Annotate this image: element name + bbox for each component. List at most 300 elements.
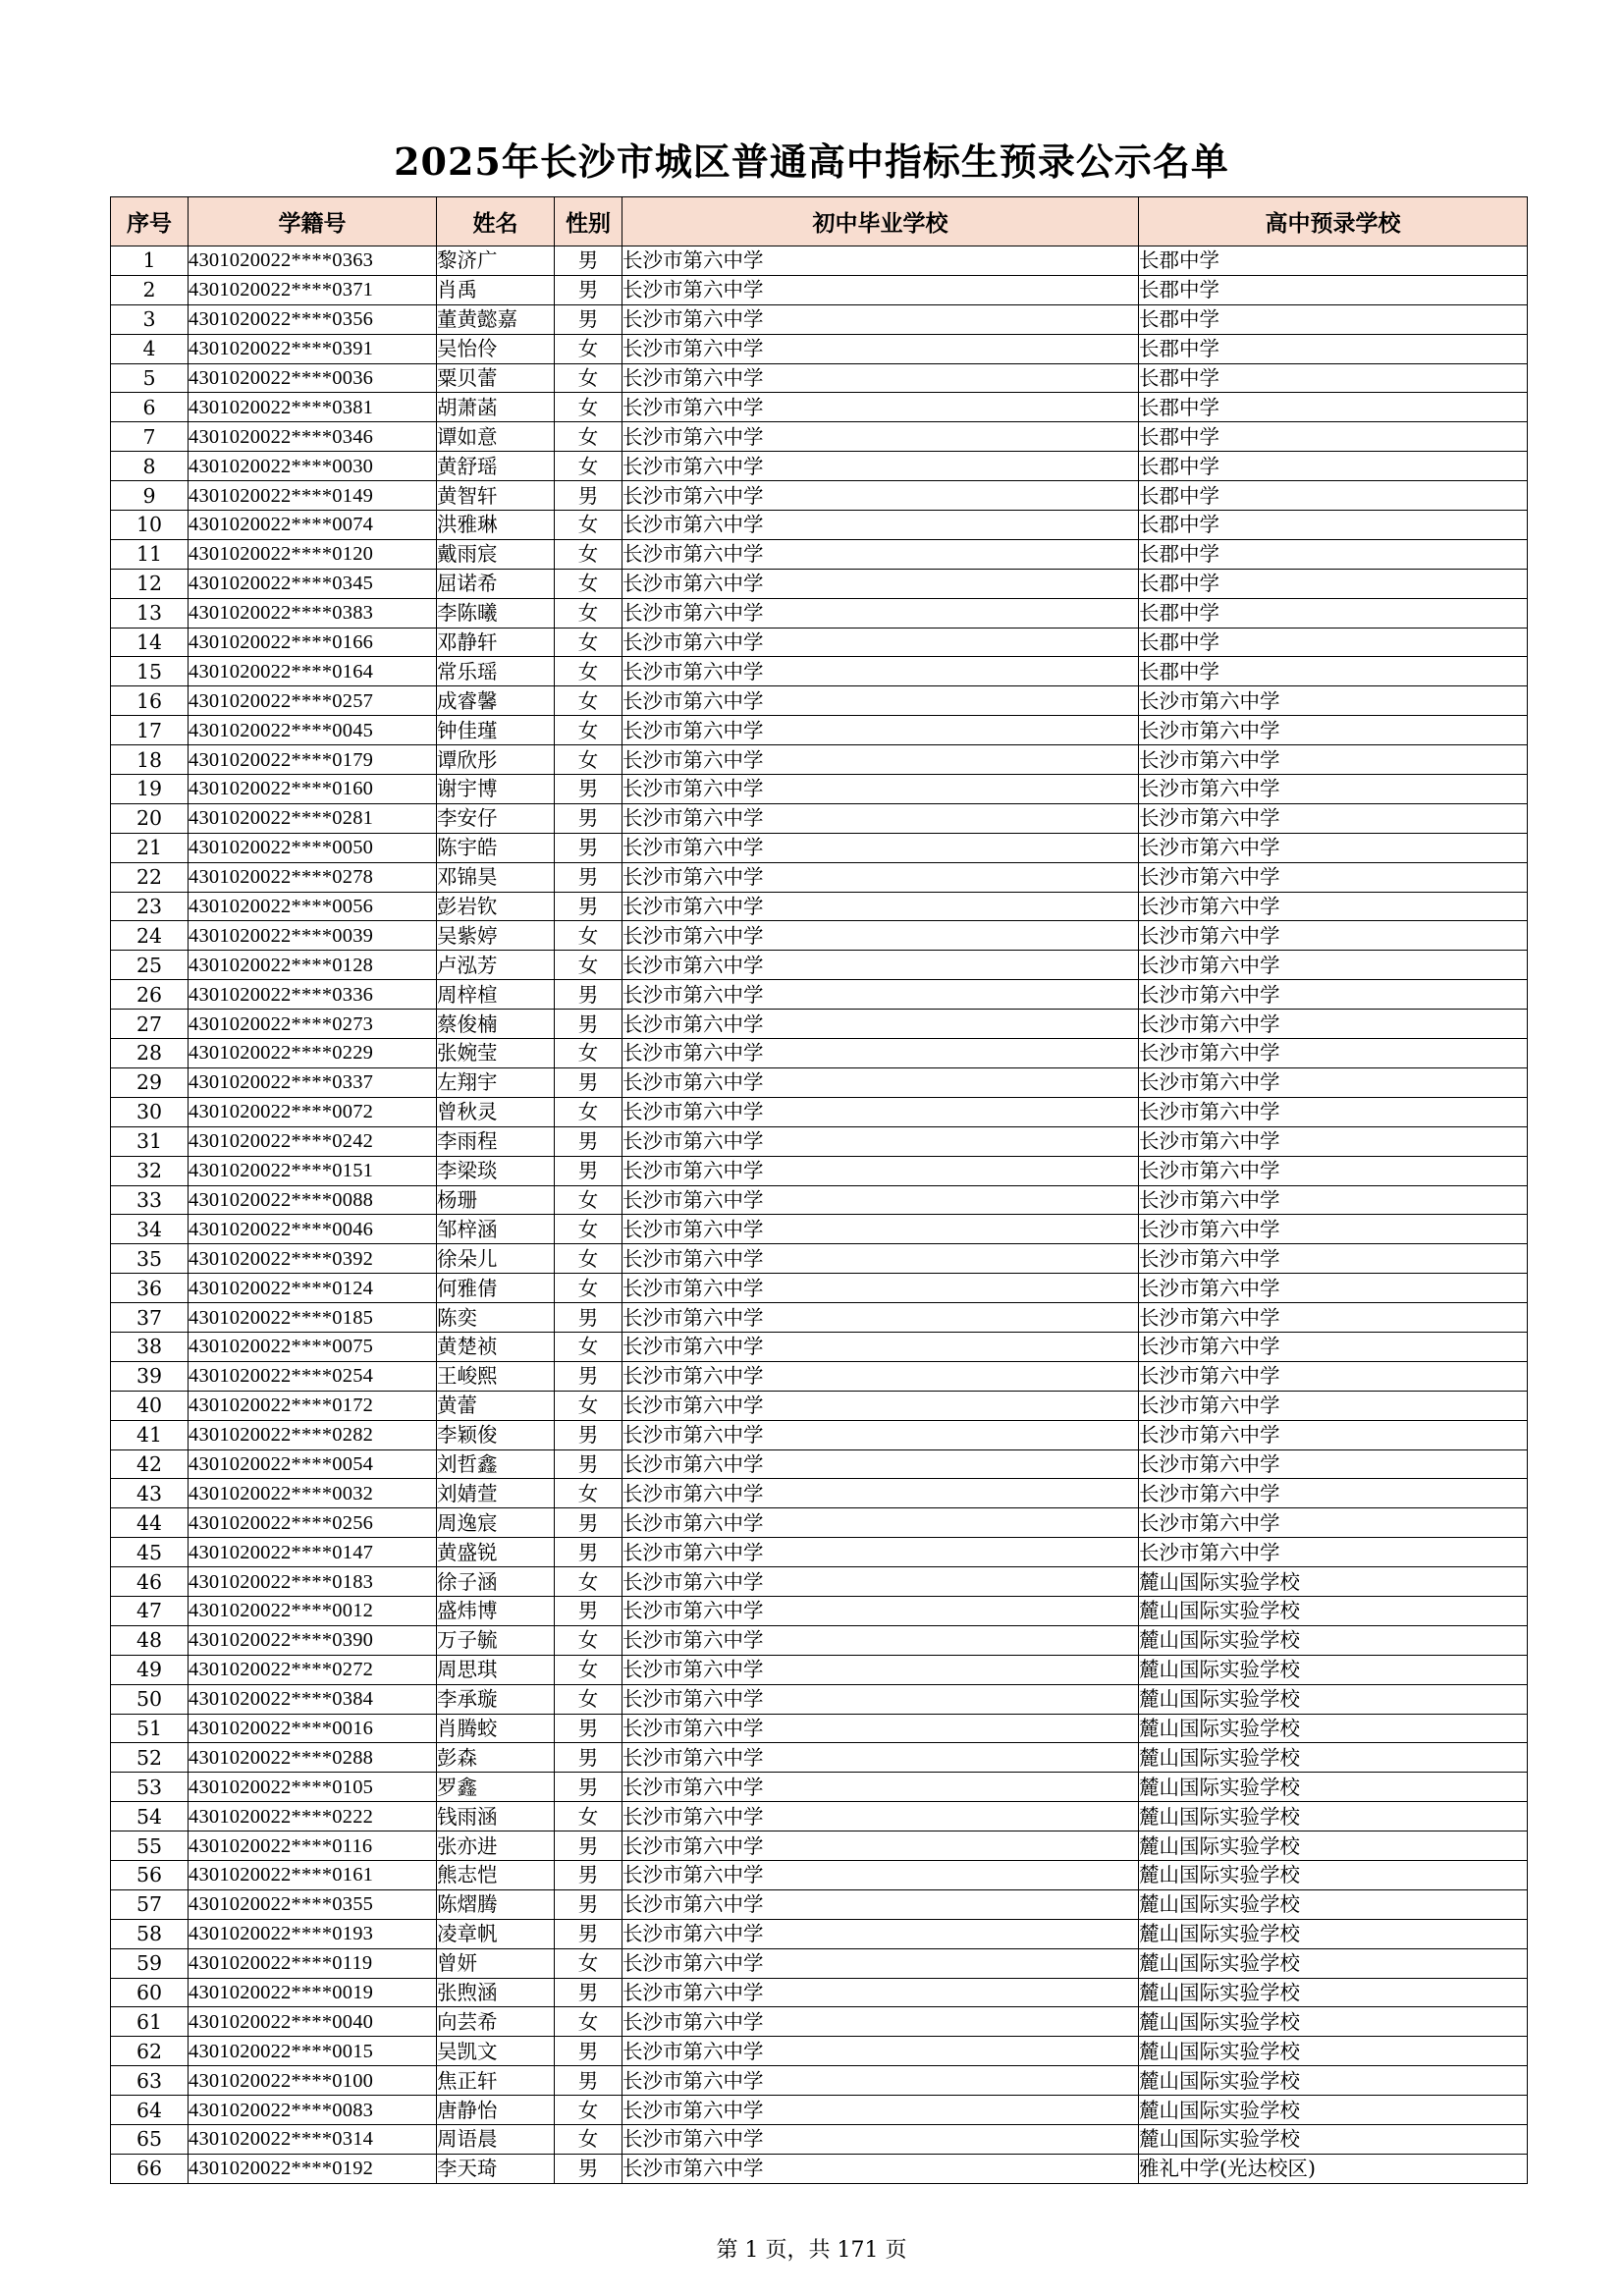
cell-student-id: 4301020022****0040 <box>189 2007 437 2037</box>
cell-serial-no: 34 <box>111 1215 189 1244</box>
cell-student-id: 4301020022****0045 <box>189 716 437 745</box>
cell-serial-no: 26 <box>111 980 189 1010</box>
cell-serial-no: 42 <box>111 1449 189 1479</box>
cell-senior-school: 麓山国际实验学校 <box>1139 1625 1528 1655</box>
cell-student-id: 4301020022****0185 <box>189 1303 437 1333</box>
cell-junior-school: 长沙市第六中学 <box>622 1684 1139 1714</box>
cell-name: 钟佳瑾 <box>437 716 555 745</box>
table-row <box>111 334 1528 363</box>
cell-sex: 女 <box>555 2125 622 2155</box>
cell-sex: 女 <box>555 686 622 716</box>
cell-senior-school: 长沙市第六中学 <box>1139 1215 1528 1244</box>
table-row <box>111 1684 1528 1714</box>
cell-junior-school: 长沙市第六中学 <box>622 363 1139 393</box>
table-row <box>111 803 1528 833</box>
cell-serial-no: 35 <box>111 1244 189 1274</box>
cell-serial-no: 54 <box>111 1802 189 1831</box>
cell-junior-school: 长沙市第六中学 <box>622 2096 1139 2125</box>
cell-serial-no: 1 <box>111 246 189 276</box>
cell-name: 黄楚祯 <box>437 1332 555 1361</box>
cell-name: 周思琪 <box>437 1655 555 1684</box>
cell-serial-no: 36 <box>111 1274 189 1303</box>
cell-junior-school: 长沙市第六中学 <box>622 1860 1139 1889</box>
cell-student-id: 4301020022****0030 <box>189 452 437 481</box>
cell-sex: 男 <box>555 304 622 334</box>
cell-student-id: 4301020022****0164 <box>189 657 437 686</box>
cell-senior-school: 长郡中学 <box>1139 246 1528 276</box>
cell-serial-no: 23 <box>111 892 189 921</box>
cell-sex: 女 <box>555 452 622 481</box>
table-row <box>111 1567 1528 1597</box>
cell-student-id: 4301020022****0371 <box>189 275 437 304</box>
cell-senior-school: 麓山国际实验学校 <box>1139 1919 1528 1948</box>
cell-name: 曾妍 <box>437 1948 555 1978</box>
table-row <box>111 1420 1528 1449</box>
cell-student-id: 4301020022****0088 <box>189 1185 437 1215</box>
cell-name: 谢宇博 <box>437 775 555 804</box>
cell-junior-school: 长沙市第六中学 <box>622 1538 1139 1567</box>
table-row <box>111 1244 1528 1274</box>
cell-senior-school: 长沙市第六中学 <box>1139 716 1528 745</box>
cell-student-id: 4301020022****0363 <box>189 246 437 276</box>
cell-student-id: 4301020022****0282 <box>189 1420 437 1449</box>
cell-sex: 男 <box>555 1420 622 1449</box>
cell-serial-no: 31 <box>111 1126 189 1156</box>
cell-senior-school: 长郡中学 <box>1139 304 1528 334</box>
cell-sex: 男 <box>555 1773 622 1802</box>
cell-serial-no: 60 <box>111 1978 189 2007</box>
cell-serial-no: 19 <box>111 775 189 804</box>
cell-senior-school: 麓山国际实验学校 <box>1139 2066 1528 2096</box>
cell-senior-school: 长沙市第六中学 <box>1139 921 1528 951</box>
cell-name: 周语晨 <box>437 2125 555 2155</box>
table-row <box>111 1773 1528 1802</box>
cell-sex: 男 <box>555 1889 622 1919</box>
table-row <box>111 1655 1528 1684</box>
cell-student-id: 4301020022****0105 <box>189 1773 437 1802</box>
cell-serial-no: 53 <box>111 1773 189 1802</box>
cell-senior-school: 麓山国际实验学校 <box>1139 2037 1528 2066</box>
cell-sex: 女 <box>555 511 622 540</box>
cell-sex: 男 <box>555 1303 622 1333</box>
table-row <box>111 745 1528 775</box>
cell-name: 蔡俊楠 <box>437 1010 555 1039</box>
cell-junior-school: 长沙市第六中学 <box>622 1889 1139 1919</box>
cell-senior-school: 麓山国际实验学校 <box>1139 2007 1528 2037</box>
cell-junior-school: 长沙市第六中学 <box>622 1802 1139 1831</box>
table-header-row <box>111 197 1528 246</box>
cell-student-id: 4301020022****0384 <box>189 1684 437 1714</box>
cell-serial-no: 61 <box>111 2007 189 2037</box>
cell-serial-no: 13 <box>111 598 189 628</box>
cell-sex: 男 <box>555 2037 622 2066</box>
cell-senior-school: 长沙市第六中学 <box>1139 1479 1528 1508</box>
table-row <box>111 2125 1528 2155</box>
cell-student-id: 4301020022****0039 <box>189 921 437 951</box>
cell-student-id: 4301020022****0056 <box>189 892 437 921</box>
cell-junior-school: 长沙市第六中学 <box>622 1596 1139 1625</box>
cell-senior-school: 长沙市第六中学 <box>1139 686 1528 716</box>
cell-student-id: 4301020022****0120 <box>189 539 437 569</box>
cell-serial-no: 52 <box>111 1743 189 1773</box>
header-serial-no: 序号 <box>111 197 189 246</box>
cell-name: 陈奕 <box>437 1303 555 1333</box>
cell-serial-no: 56 <box>111 1860 189 1889</box>
cell-sex: 男 <box>555 1831 622 1861</box>
cell-junior-school: 长沙市第六中学 <box>622 481 1139 511</box>
cell-sex: 女 <box>555 1479 622 1508</box>
cell-student-id: 4301020022****0288 <box>189 1743 437 1773</box>
cell-senior-school: 雅礼中学(光达校区) <box>1139 2154 1528 2183</box>
table-row <box>111 1978 1528 2007</box>
table-row <box>111 1596 1528 1625</box>
page-title: 2025年长沙市城区普通高中指标生预录公示名单 <box>394 139 1229 184</box>
table-row <box>111 1391 1528 1420</box>
cell-serial-no: 21 <box>111 833 189 862</box>
cell-student-id: 4301020022****0116 <box>189 1831 437 1861</box>
cell-junior-school: 长沙市第六中学 <box>622 980 1139 1010</box>
cell-serial-no: 64 <box>111 2096 189 2125</box>
cell-name: 肖腾蛟 <box>437 1714 555 1743</box>
cell-junior-school: 长沙市第六中学 <box>622 304 1139 334</box>
cell-name: 常乐瑶 <box>437 657 555 686</box>
table-row <box>111 716 1528 745</box>
cell-senior-school: 长沙市第六中学 <box>1139 1332 1528 1361</box>
table-row <box>111 1714 1528 1743</box>
cell-junior-school: 长沙市第六中学 <box>622 511 1139 540</box>
cell-name: 向芸希 <box>437 2007 555 2037</box>
table-row <box>111 363 1528 393</box>
table-row <box>111 275 1528 304</box>
cell-name: 胡萧菡 <box>437 393 555 422</box>
cell-sex: 男 <box>555 775 622 804</box>
cell-name: 彭岩钦 <box>437 892 555 921</box>
cell-junior-school: 长沙市第六中学 <box>622 1831 1139 1861</box>
table-row <box>111 1831 1528 1861</box>
table-row <box>111 775 1528 804</box>
table-row <box>111 921 1528 951</box>
cell-senior-school: 长郡中学 <box>1139 422 1528 452</box>
cell-serial-no: 66 <box>111 2154 189 2183</box>
table-row <box>111 452 1528 481</box>
table-row <box>111 951 1528 980</box>
cell-student-id: 4301020022****0075 <box>189 1332 437 1361</box>
table-row <box>111 1743 1528 1773</box>
cell-name: 肖禹 <box>437 275 555 304</box>
cell-serial-no: 37 <box>111 1303 189 1333</box>
table-row <box>111 2066 1528 2096</box>
cell-junior-school: 长沙市第六中学 <box>622 716 1139 745</box>
cell-name: 黎济广 <box>437 246 555 276</box>
cell-name: 粟贝蕾 <box>437 363 555 393</box>
cell-serial-no: 46 <box>111 1567 189 1597</box>
cell-name: 曾秋灵 <box>437 1097 555 1126</box>
cell-junior-school: 长沙市第六中学 <box>622 628 1139 657</box>
cell-junior-school: 长沙市第六中学 <box>622 2154 1139 2183</box>
cell-student-id: 4301020022****0242 <box>189 1126 437 1156</box>
table-row <box>111 657 1528 686</box>
cell-senior-school: 麓山国际实验学校 <box>1139 1684 1528 1714</box>
cell-name: 徐子涵 <box>437 1567 555 1597</box>
cell-senior-school: 长郡中学 <box>1139 334 1528 363</box>
cell-sex: 男 <box>555 1714 622 1743</box>
cell-serial-no: 44 <box>111 1508 189 1538</box>
cell-junior-school: 长沙市第六中学 <box>622 393 1139 422</box>
cell-serial-no: 40 <box>111 1391 189 1420</box>
cell-junior-school: 长沙市第六中学 <box>622 1332 1139 1361</box>
cell-student-id: 4301020022****0392 <box>189 1244 437 1274</box>
cell-senior-school: 长沙市第六中学 <box>1139 1274 1528 1303</box>
cell-serial-no: 2 <box>111 275 189 304</box>
table-row <box>111 1039 1528 1068</box>
cell-senior-school: 麓山国际实验学校 <box>1139 1860 1528 1889</box>
cell-name: 张婉莹 <box>437 1039 555 1068</box>
cell-senior-school: 麓山国际实验学校 <box>1139 1743 1528 1773</box>
header-name: 姓名 <box>437 197 555 246</box>
cell-junior-school: 长沙市第六中学 <box>622 1303 1139 1333</box>
cell-sex: 女 <box>555 1391 622 1420</box>
cell-student-id: 4301020022****0193 <box>189 1919 437 1948</box>
cell-serial-no: 11 <box>111 539 189 569</box>
table-row <box>111 1449 1528 1479</box>
cell-serial-no: 57 <box>111 1889 189 1919</box>
table-row <box>111 2007 1528 2037</box>
cell-junior-school: 长沙市第六中学 <box>622 1420 1139 1449</box>
cell-student-id: 4301020022****0314 <box>189 2125 437 2155</box>
cell-junior-school: 长沙市第六中学 <box>622 803 1139 833</box>
cell-name: 陈熠腾 <box>437 1889 555 1919</box>
cell-junior-school: 长沙市第六中学 <box>622 1067 1139 1097</box>
table-row <box>111 393 1528 422</box>
cell-serial-no: 49 <box>111 1655 189 1684</box>
cell-senior-school: 长沙市第六中学 <box>1139 1420 1528 1449</box>
cell-serial-no: 25 <box>111 951 189 980</box>
cell-serial-no: 22 <box>111 862 189 892</box>
cell-serial-no: 15 <box>111 657 189 686</box>
cell-sex: 女 <box>555 334 622 363</box>
cell-junior-school: 长沙市第六中学 <box>622 422 1139 452</box>
cell-serial-no: 28 <box>111 1039 189 1068</box>
cell-junior-school: 长沙市第六中学 <box>622 1097 1139 1126</box>
cell-junior-school: 长沙市第六中学 <box>622 1508 1139 1538</box>
cell-sex: 男 <box>555 246 622 276</box>
cell-name: 刘婧萱 <box>437 1479 555 1508</box>
cell-senior-school: 长沙市第六中学 <box>1139 803 1528 833</box>
cell-student-id: 4301020022****0257 <box>189 686 437 716</box>
table-row <box>111 1860 1528 1889</box>
cell-sex: 男 <box>555 1919 622 1948</box>
cell-sex: 男 <box>555 803 622 833</box>
cell-student-id: 4301020022****0345 <box>189 569 437 598</box>
cell-student-id: 4301020022****0032 <box>189 1479 437 1508</box>
cell-name: 张煦涵 <box>437 1978 555 2007</box>
cell-serial-no: 18 <box>111 745 189 775</box>
table-row <box>111 539 1528 569</box>
cell-junior-school: 长沙市第六中学 <box>622 2125 1139 2155</box>
cell-student-id: 4301020022****0346 <box>189 422 437 452</box>
cell-sex: 女 <box>555 716 622 745</box>
cell-student-id: 4301020022****0100 <box>189 2066 437 2096</box>
cell-sex: 男 <box>555 1361 622 1391</box>
cell-name: 卢泓芳 <box>437 951 555 980</box>
cell-junior-school: 长沙市第六中学 <box>622 1156 1139 1185</box>
cell-name: 钱雨涵 <box>437 1802 555 1831</box>
cell-name: 吴凯文 <box>437 2037 555 2066</box>
cell-student-id: 4301020022****0149 <box>189 481 437 511</box>
cell-senior-school: 长沙市第六中学 <box>1139 1538 1528 1567</box>
cell-student-id: 4301020022****0012 <box>189 1596 437 1625</box>
cell-student-id: 4301020022****0336 <box>189 980 437 1010</box>
cell-senior-school: 麓山国际实验学校 <box>1139 1773 1528 1802</box>
cell-junior-school: 长沙市第六中学 <box>622 539 1139 569</box>
cell-name: 董黄懿嘉 <box>437 304 555 334</box>
cell-sex: 男 <box>555 2066 622 2096</box>
cell-student-id: 4301020022****0015 <box>189 2037 437 2066</box>
table-row <box>111 511 1528 540</box>
table-row <box>111 569 1528 598</box>
cell-senior-school: 长郡中学 <box>1139 657 1528 686</box>
cell-sex: 女 <box>555 951 622 980</box>
table-row <box>111 598 1528 628</box>
cell-name: 李天琦 <box>437 2154 555 2183</box>
cell-junior-school: 长沙市第六中学 <box>622 1773 1139 1802</box>
cell-sex: 女 <box>555 1625 622 1655</box>
cell-senior-school: 麓山国际实验学校 <box>1139 1714 1528 1743</box>
cell-sex: 男 <box>555 1538 622 1567</box>
cell-junior-school: 长沙市第六中学 <box>622 1039 1139 1068</box>
cell-sex: 男 <box>555 892 622 921</box>
cell-sex: 女 <box>555 539 622 569</box>
cell-student-id: 4301020022****0151 <box>189 1156 437 1185</box>
cell-student-id: 4301020022****0054 <box>189 1449 437 1479</box>
cell-student-id: 4301020022****0166 <box>189 628 437 657</box>
cell-sex: 女 <box>555 657 622 686</box>
cell-senior-school: 长郡中学 <box>1139 569 1528 598</box>
cell-name: 黄蕾 <box>437 1391 555 1420</box>
cell-student-id: 4301020022****0083 <box>189 2096 437 2125</box>
cell-student-id: 4301020022****0229 <box>189 1039 437 1068</box>
cell-sex: 女 <box>555 1097 622 1126</box>
cell-junior-school: 长沙市第六中学 <box>622 1919 1139 1948</box>
table-row <box>111 833 1528 862</box>
roster-table <box>110 196 1528 2184</box>
cell-sex: 男 <box>555 1596 622 1625</box>
cell-junior-school: 长沙市第六中学 <box>622 2066 1139 2096</box>
cell-senior-school: 长沙市第六中学 <box>1139 833 1528 862</box>
cell-senior-school: 长沙市第六中学 <box>1139 775 1528 804</box>
table-row <box>111 1889 1528 1919</box>
cell-junior-school: 长沙市第六中学 <box>622 1743 1139 1773</box>
cell-serial-no: 8 <box>111 452 189 481</box>
cell-student-id: 4301020022****0381 <box>189 393 437 422</box>
cell-student-id: 4301020022****0281 <box>189 803 437 833</box>
cell-serial-no: 9 <box>111 481 189 511</box>
cell-senior-school: 长沙市第六中学 <box>1139 862 1528 892</box>
cell-student-id: 4301020022****0391 <box>189 334 437 363</box>
cell-sex: 男 <box>555 1156 622 1185</box>
cell-senior-school: 麓山国际实验学校 <box>1139 1831 1528 1861</box>
cell-name: 焦正轩 <box>437 2066 555 2096</box>
cell-senior-school: 长沙市第六中学 <box>1139 951 1528 980</box>
cell-junior-school: 长沙市第六中学 <box>622 569 1139 598</box>
cell-junior-school: 长沙市第六中学 <box>622 951 1139 980</box>
cell-sex: 女 <box>555 569 622 598</box>
cell-name: 熊志恺 <box>437 1860 555 1889</box>
table-row <box>111 1067 1528 1097</box>
cell-student-id: 4301020022****0119 <box>189 1948 437 1978</box>
table-row <box>111 1185 1528 1215</box>
cell-student-id: 4301020022****0272 <box>189 1655 437 1684</box>
cell-serial-no: 29 <box>111 1067 189 1097</box>
table-row <box>111 2096 1528 2125</box>
cell-name: 杨珊 <box>437 1185 555 1215</box>
cell-junior-school: 长沙市第六中学 <box>622 1714 1139 1743</box>
cell-junior-school: 长沙市第六中学 <box>622 1567 1139 1597</box>
cell-name: 屈诺希 <box>437 569 555 598</box>
cell-serial-no: 32 <box>111 1156 189 1185</box>
cell-sex: 女 <box>555 393 622 422</box>
cell-student-id: 4301020022****0337 <box>189 1067 437 1097</box>
table-row <box>111 481 1528 511</box>
cell-senior-school: 长沙市第六中学 <box>1139 1244 1528 1274</box>
cell-name: 周逸宸 <box>437 1508 555 1538</box>
cell-student-id: 4301020022****0172 <box>189 1391 437 1420</box>
table-row <box>111 1508 1528 1538</box>
cell-name: 刘哲鑫 <box>437 1449 555 1479</box>
cell-senior-school: 麓山国际实验学校 <box>1139 1596 1528 1625</box>
cell-sex: 男 <box>555 1978 622 2007</box>
cell-junior-school: 长沙市第六中学 <box>622 1479 1139 1508</box>
cell-serial-no: 41 <box>111 1420 189 1449</box>
cell-student-id: 4301020022****0254 <box>189 1361 437 1391</box>
table-row <box>111 686 1528 716</box>
cell-student-id: 4301020022****0222 <box>189 1802 437 1831</box>
cell-junior-school: 长沙市第六中学 <box>622 1449 1139 1479</box>
cell-senior-school: 长郡中学 <box>1139 511 1528 540</box>
cell-serial-no: 39 <box>111 1361 189 1391</box>
table-row <box>111 1361 1528 1391</box>
cell-student-id: 4301020022****0128 <box>189 951 437 980</box>
cell-junior-school: 长沙市第六中学 <box>622 1215 1139 1244</box>
cell-name: 黄盛锐 <box>437 1538 555 1567</box>
cell-sex: 男 <box>555 862 622 892</box>
cell-senior-school: 长沙市第六中学 <box>1139 1097 1528 1126</box>
cell-senior-school: 麓山国际实验学校 <box>1139 1889 1528 1919</box>
cell-serial-no: 43 <box>111 1479 189 1508</box>
cell-sex: 女 <box>555 1215 622 1244</box>
cell-name: 黄智轩 <box>437 481 555 511</box>
cell-name: 李陈曦 <box>437 598 555 628</box>
cell-sex: 女 <box>555 921 622 951</box>
cell-student-id: 4301020022****0179 <box>189 745 437 775</box>
table-row <box>111 1126 1528 1156</box>
cell-junior-school: 长沙市第六中学 <box>622 892 1139 921</box>
cell-senior-school: 麓山国际实验学校 <box>1139 1978 1528 2007</box>
cell-name: 戴雨宸 <box>437 539 555 569</box>
cell-senior-school: 长沙市第六中学 <box>1139 1126 1528 1156</box>
cell-sex: 女 <box>555 1684 622 1714</box>
cell-junior-school: 长沙市第六中学 <box>622 1274 1139 1303</box>
table-row <box>111 1156 1528 1185</box>
cell-sex: 女 <box>555 598 622 628</box>
table-row <box>111 2037 1528 2066</box>
table-row <box>111 1919 1528 1948</box>
cell-serial-no: 5 <box>111 363 189 393</box>
cell-senior-school: 麓山国际实验学校 <box>1139 1567 1528 1597</box>
cell-name: 凌章帆 <box>437 1919 555 1948</box>
cell-serial-no: 7 <box>111 422 189 452</box>
cell-serial-no: 58 <box>111 1919 189 1948</box>
